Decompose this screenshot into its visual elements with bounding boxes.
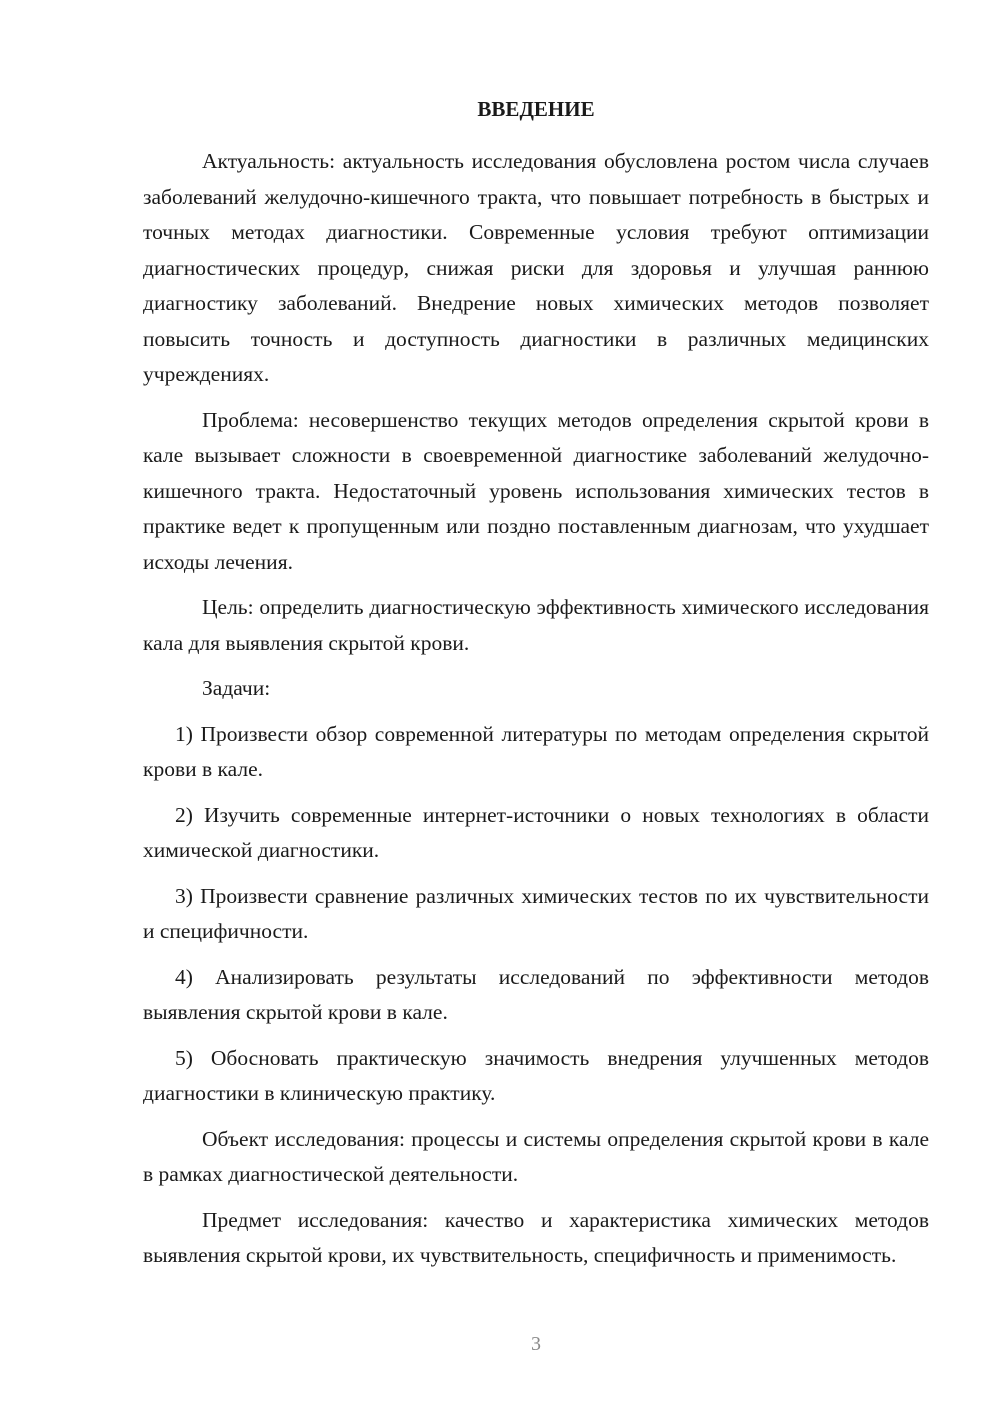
relevance-paragraph: Актуальность: актуальность исследования обусловлена ростом числа случаев заболеваний желудочно-кишечного тракта, что повышает потребность в быстрых и точных методах диагностики. Современные условия требуют оптимизации диагностических процедур, снижая риски для здоровья и улучшая раннюю диагностику заболеваний. Внедрение новых химических методов позволяет повысить точность и доступность диагностики в различных медицинских учреждениях. bbox=[143, 149, 929, 386]
document-page bbox=[143, 92, 929, 1284]
goal-paragraph: Цель: определить диагностическую эффективность химического исследования кала для выявления скрытой крови. bbox=[143, 595, 929, 655]
object-paragraph: Объект исследования: процессы и системы определения скрытой крови в кале в рамках диагностической деятельности. bbox=[143, 1126, 929, 1186]
tasks-label: Задачи: bbox=[202, 676, 271, 700]
task-item-5: 5) Обосновать практическую значимость внедрения улучшенных методов диагностики в клиническую практику. bbox=[143, 1045, 929, 1105]
task-item-3: 3) Произвести сравнение различных химических тестов по их чувствительности и специфичности. bbox=[143, 883, 929, 943]
page-number: 3 bbox=[531, 1333, 541, 1355]
subject-paragraph: Предмет исследования: качество и характеристика химических методов выявления скрытой крови, их чувствительность, специфичность и применимость. bbox=[143, 1207, 929, 1267]
task-item-2: 2) Изучить современные интернет-источники о новых технологиях в области химической диагностики. bbox=[143, 802, 929, 862]
problem-paragraph: Проблема: несовершенство текущих методов определения скрытой крови в кале вызывает сложности в своевременной диагностике заболеваний желудочно-кишечного тракта. Недостаточный уровень использования химических тестов в практике ведет к пропущенным или поздно поставленным диагнозам, что ухудшает исходы лечения. bbox=[143, 407, 929, 574]
task-item-1: 1) Произвести обзор современной литературы по методам определения скрытой крови в кале. bbox=[143, 721, 929, 781]
section-heading: ВВЕДЕНИЕ bbox=[477, 97, 595, 121]
task-item-4: 4) Анализировать результаты исследований по эффективности методов выявления скрытой крови в кале. bbox=[143, 964, 929, 1024]
